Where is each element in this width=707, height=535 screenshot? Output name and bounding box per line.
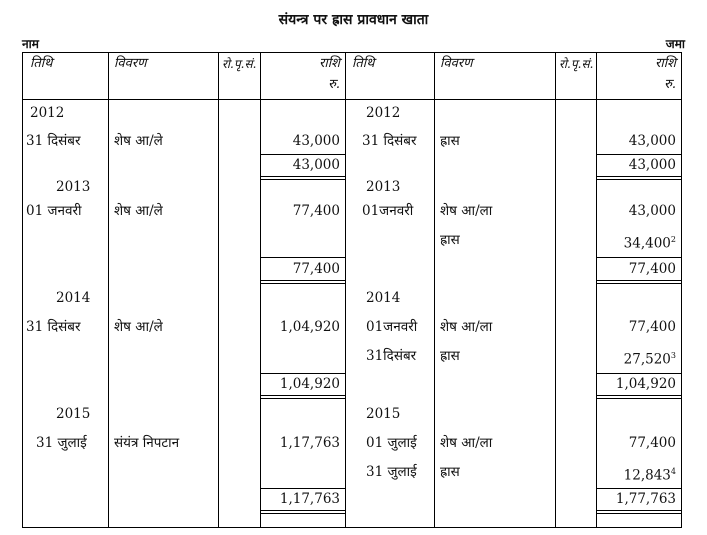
header-particulars-cr: विवरण — [440, 56, 473, 71]
credit-particulars: ह्रास — [440, 232, 460, 248]
debit-particulars: शेष आ/ले — [114, 319, 163, 335]
debit-year: 2013 — [56, 179, 91, 195]
header-particulars-dr: विवरण — [114, 56, 147, 71]
credit-particulars: ह्रास — [440, 464, 460, 480]
debit-date: 01 जनवरी — [26, 203, 82, 219]
col-divider — [345, 52, 346, 528]
total-rule — [260, 398, 345, 399]
page-title: संयन्त्र पर ह्रास प्रावधान खाता — [278, 12, 429, 28]
header-date-dr: तिथि — [30, 56, 53, 71]
credit-date: 31दिसंबर — [366, 348, 417, 364]
debit-total: 1,17,763 — [279, 491, 340, 507]
header-date-cr: तिथि — [352, 56, 375, 71]
debit-year: 2012 — [30, 105, 65, 121]
total-rule — [596, 395, 681, 396]
col-divider — [260, 52, 261, 528]
col-divider — [218, 52, 219, 528]
total-rule — [260, 488, 345, 489]
total-rule — [596, 513, 681, 514]
debit-date: 31 जुलाई — [36, 435, 87, 451]
total-rule — [260, 176, 345, 177]
credit-amount-value: 12,843 — [623, 467, 671, 484]
table-bottom-border — [22, 527, 682, 528]
total-rule — [596, 283, 681, 284]
debit-amount: 43,000 — [292, 133, 340, 149]
col-divider — [22, 52, 23, 528]
credit-date: 31 दिसंबर — [362, 133, 417, 149]
debit-amount: 77,400 — [292, 203, 340, 219]
credit-particulars: शेष आ/ला — [440, 203, 493, 219]
col-divider — [555, 52, 556, 528]
debit-label: नाम — [22, 37, 39, 51]
credit-total: 77,400 — [628, 261, 676, 277]
footnote-ref: 3 — [670, 351, 676, 360]
credit-particulars: शेष आ/ला — [440, 435, 493, 451]
header-unit-cr: रु. — [664, 77, 676, 92]
debit-particulars: शेष आ/ले — [114, 203, 163, 219]
debit-year: 2015 — [56, 406, 91, 422]
credit-particulars: शेष आ/ला — [440, 319, 493, 335]
total-rule — [596, 488, 681, 489]
credit-amount — [598, 347, 676, 369]
total-rule — [260, 257, 345, 258]
total-rule — [260, 373, 345, 374]
total-rule — [260, 280, 345, 281]
debit-particulars: शेष आ/ले — [114, 133, 163, 149]
debit-year: 2014 — [56, 290, 91, 306]
credit-year: 2013 — [366, 179, 401, 195]
credit-date: 01 जुलाई — [366, 435, 417, 451]
header-jf-cr: रो.पृ.सं. — [559, 57, 594, 71]
credit-amount — [598, 463, 676, 485]
credit-date: 01जनवरी — [366, 319, 418, 335]
credit-amount: 43,000 — [628, 133, 676, 149]
credit-amount: 77,400 — [628, 319, 676, 335]
col-divider — [108, 52, 109, 528]
total-rule — [596, 510, 681, 511]
footnote-ref: 4 — [670, 467, 676, 476]
footnote-ref: 2 — [670, 235, 676, 244]
col-divider — [596, 52, 597, 528]
debit-date: 31 दिसंबर — [26, 133, 81, 149]
credit-amount: 43,000 — [628, 203, 676, 219]
credit-amount-value: 27,520 — [623, 351, 671, 368]
ledger-table — [22, 52, 682, 528]
credit-total: 43,000 — [628, 157, 676, 173]
debit-total: 43,000 — [292, 157, 340, 173]
credit-date: 01जनवरी — [362, 203, 414, 219]
credit-total: 1,77,763 — [615, 491, 676, 507]
credit-year: 2012 — [366, 105, 401, 121]
col-divider — [681, 52, 682, 528]
debit-particulars: संयंत्र निपटान — [114, 435, 180, 451]
credit-amount-value: 34,400 — [623, 235, 671, 252]
credit-particulars: ह्रास — [440, 133, 460, 149]
credit-date: 31 जुलाई — [366, 464, 417, 480]
total-rule — [260, 395, 345, 396]
col-divider — [434, 52, 435, 528]
total-rule — [596, 373, 681, 374]
total-rule — [596, 398, 681, 399]
header-divider — [22, 99, 682, 100]
total-rule — [596, 176, 681, 177]
header-jf-dr: रो.पृ.सं. — [222, 57, 257, 71]
header-amount-dr: राशि — [319, 56, 340, 71]
debit-amount: 1,04,920 — [279, 319, 340, 335]
debit-total: 1,04,920 — [279, 376, 340, 392]
total-rule — [260, 154, 345, 155]
credit-particulars: ह्रास — [440, 348, 460, 364]
credit-year: 2014 — [366, 290, 401, 306]
total-rule — [260, 513, 345, 514]
debit-amount: 1,17,763 — [279, 435, 340, 451]
header-unit-dr: रु. — [328, 77, 340, 92]
credit-amount — [598, 231, 676, 253]
table-top-border — [22, 52, 682, 53]
total-rule — [596, 154, 681, 155]
total-rule — [260, 179, 345, 180]
credit-year: 2015 — [366, 406, 401, 422]
total-rule — [596, 257, 681, 258]
total-rule — [260, 283, 345, 284]
credit-label: जमा — [665, 37, 685, 51]
header-amount-cr: राशि — [655, 56, 676, 71]
credit-total: 1,04,920 — [615, 376, 676, 392]
total-rule — [596, 179, 681, 180]
total-rule — [596, 280, 681, 281]
debit-date: 31 दिसंबर — [26, 319, 81, 335]
debit-total: 77,400 — [292, 261, 340, 277]
credit-amount: 77,400 — [628, 435, 676, 451]
total-rule — [260, 510, 345, 511]
